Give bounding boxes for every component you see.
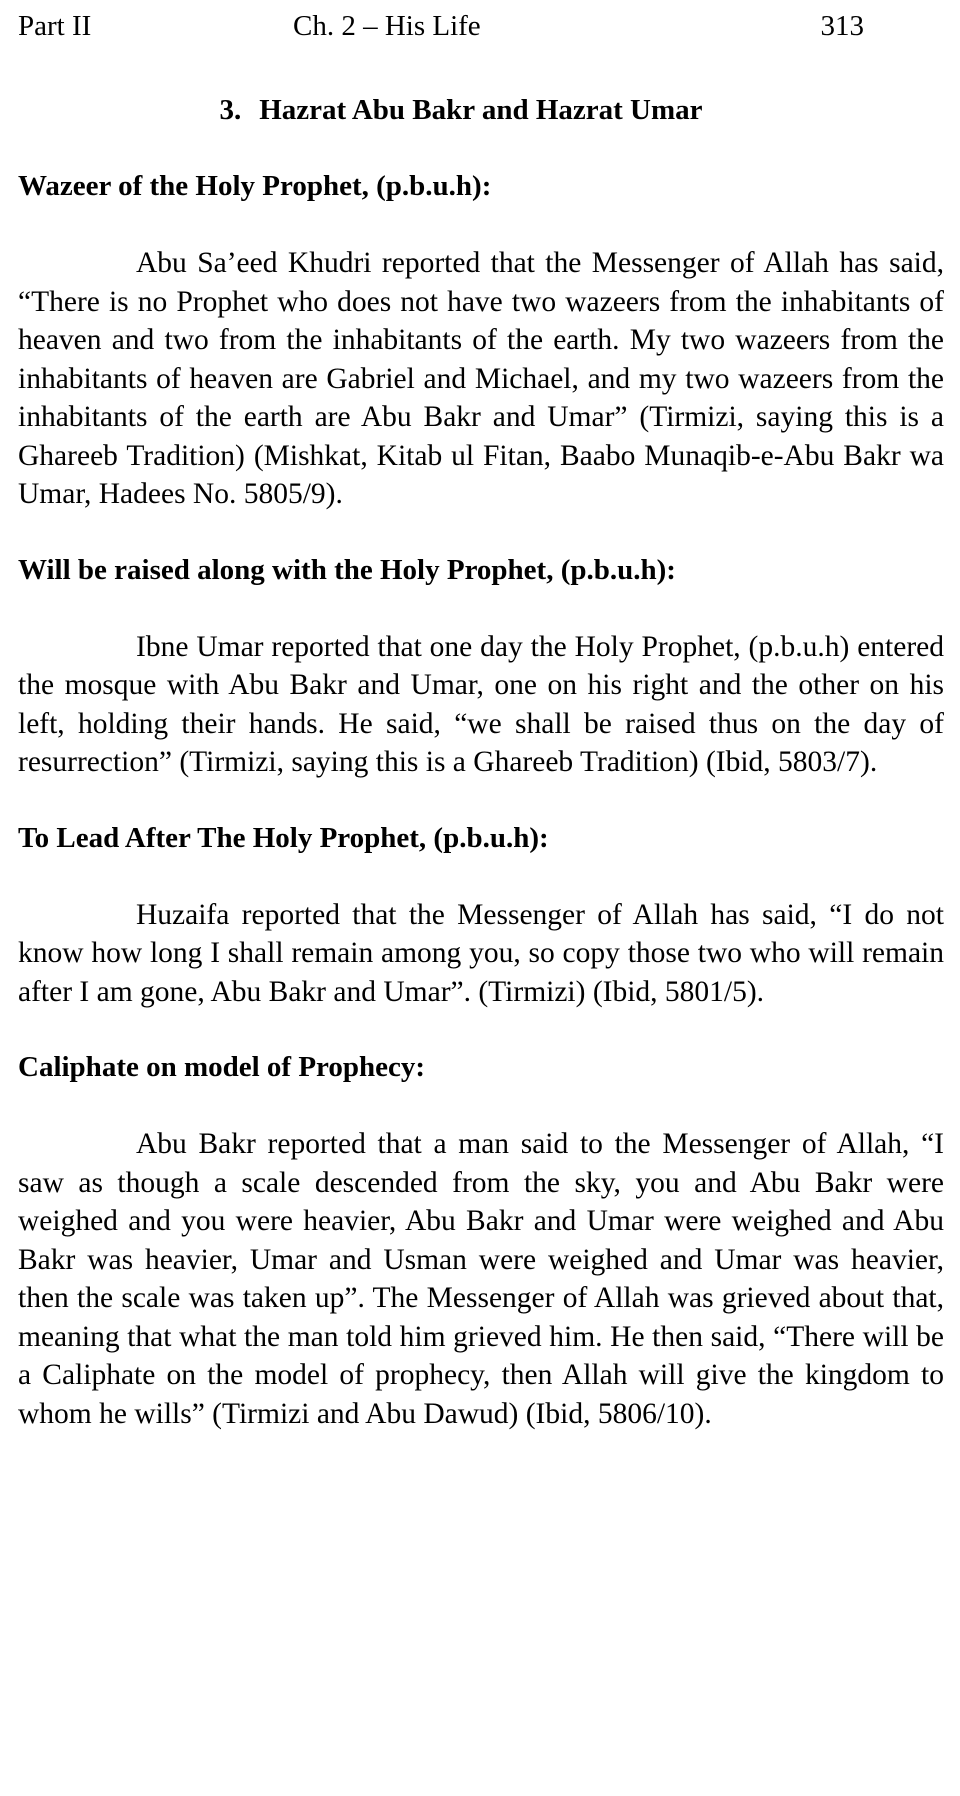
- running-header: [18, 0, 944, 56]
- subheading-wazeer: Wazeer of the Holy Prophet, (p.b.u.h):: [18, 170, 492, 202]
- subheading-lead-after: To Lead After The Holy Prophet, (p.b.u.h):: [18, 821, 549, 854]
- paragraph-raised: Ibne Umar reported that one day the Holy Prophet, (p.b.u.h) entered the mosque with Abu Bakr and Umar, one on his right and the other on his left, holding their hands. He said, “we shall be raised thus on the day of resurrection” (Tirmizi, saying this is a Ghareeb Tradition) (Ibid, 5803/7).: [18, 630, 944, 778]
- document-page: [18, 0, 944, 1433]
- page-number: 313: [820, 10, 864, 42]
- header-part: Part II: [18, 10, 92, 42]
- section-caliphate: [18, 1047, 944, 1433]
- header-chapter: Ch. 2 – His Life: [293, 10, 481, 42]
- paragraph-wazeer: Abu Sa’eed Khudri reported that the Messenger of Allah has said, “There is no Prophet who does not have two wazeers from the inhabitants of heaven and two from the inhabitants of the earth. My two wazeers from the inhabitants of heaven are Gabriel and Michael, and my two wazeers from the inhabitants of the earth are Abu Bakr and Umar” (Tirmizi, saying this is a Ghareeb Tradition) (Mishkat, Kitab ul Fitan, Baabo Munaqib-e-Abu Bakr wa Umar, Hadees No. 5805/9).: [18, 247, 944, 510]
- paragraph-caliphate: Abu Bakr reported that a man said to the Messenger of Allah, “I saw as though a scale descended from the sky, you and Abu Bakr were weighed and you were heavier, Abu Bakr and Umar were weighed and Abu Bakr was heavier, Umar and Usman were weighed and Umar was heavier, then the scale was taken up”. The Messenger of Allah was grieved about that, meaning that what the man told him grieved him. He then said, “There will be a Caliphate on the model of prophecy, then Allah will give the kingdom to whom he wills” (Tirmizi and Abu Dawud) (Ibid, 5806/10).: [18, 1128, 944, 1430]
- section-lead-after: [18, 818, 944, 1012]
- section-title-text: Hazrat Abu Bakr and Hazrat Umar: [259, 94, 703, 126]
- paragraph-lead-after: Huzaifa reported that the Messenger of Allah has said, “I do not know how long I shall remain among you, so copy those two who will remain after I am gone, Abu Bakr and Umar”. (Tirmizi) (Ibid, 5801/5).: [18, 898, 944, 1008]
- section-title: [18, 90, 944, 130]
- section-number: 3.: [219, 94, 242, 126]
- section-wazeer: [18, 166, 944, 514]
- subheading-caliphate: Caliphate on model of Prophecy:: [18, 1051, 426, 1083]
- subheading-raised: Will be raised along with the Holy Prophet, (p.b.u.h):: [18, 553, 676, 586]
- section-raised: [18, 550, 944, 782]
